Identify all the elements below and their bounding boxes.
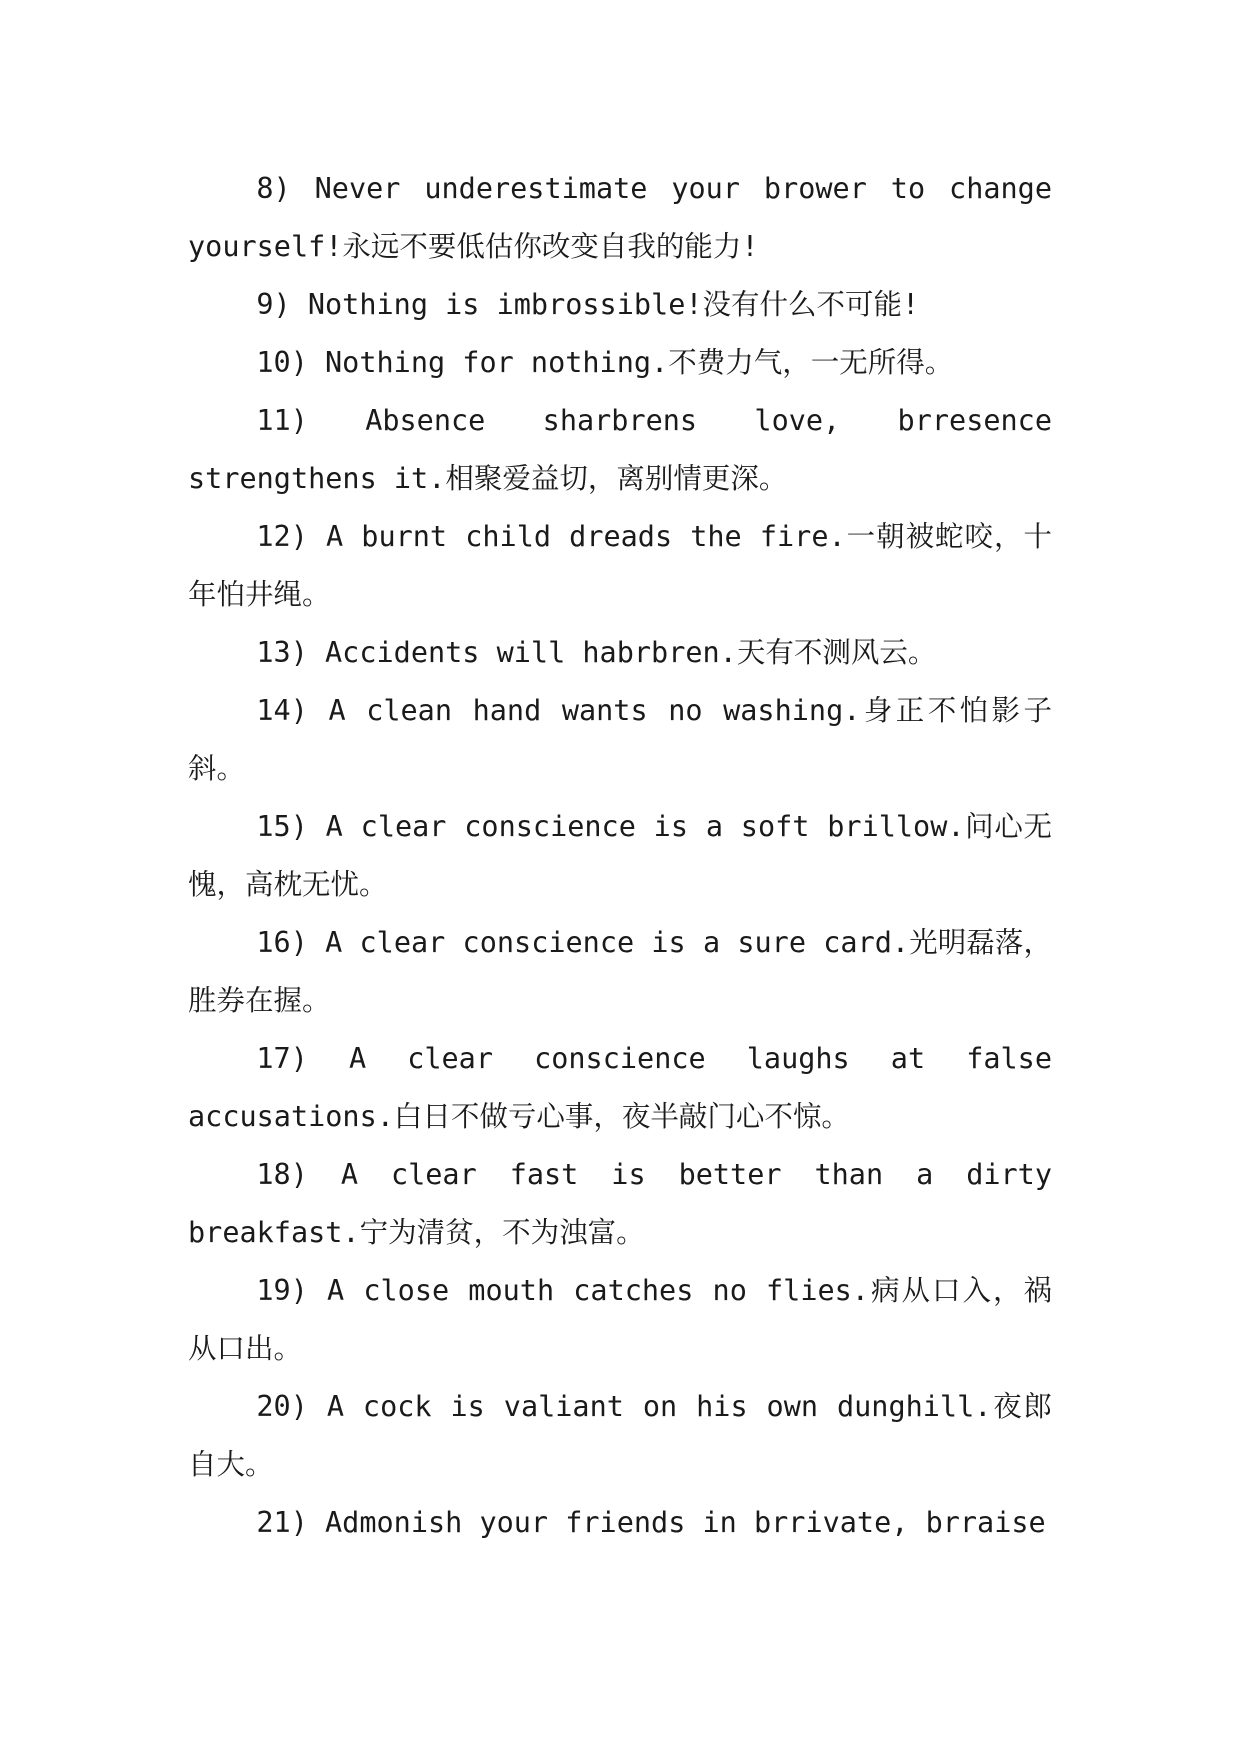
proverb-paragraph: 14) A clean hand wants no washing.身正不怕影子斜。 (188, 694, 1052, 785)
proverb-paragraph: 15) A clear conscience is a soft brillow.问心无愧，高枕无忧。 (188, 810, 1052, 901)
proverb-paragraph: 17) A clear conscience laughs at false accusations.白日不做亏心事，夜半敲门心不惊。 (188, 1042, 1052, 1133)
document-body (188, 160, 1052, 1552)
proverb-paragraph: 9) Nothing is imbrossible!没有什么不可能! (256, 288, 920, 321)
proverb-paragraph: 10) Nothing for nothing.不费力气，一无所得。 (256, 346, 954, 379)
proverb-paragraph: 12) A burnt child dreads the fire.一朝被蛇咬，十年怕井绳。 (188, 520, 1052, 611)
proverb-paragraph: 16) A clear conscience is a sure card.光明磊落，胜券在握。 (188, 926, 1052, 1017)
proverb-paragraph: 18) A clear fast is better than a dirty breakfast.宁为清贫，不为浊富。 (188, 1158, 1052, 1249)
proverb-paragraph: 19) A close mouth catches no flies.病从口入，祸从口出。 (188, 1274, 1052, 1365)
proverb-paragraph: 21) Admonish your friends in brrivate, brraise (256, 1506, 1046, 1539)
proverb-paragraph: 13) Accidents will habrbren.天有不测风云。 (256, 636, 937, 669)
proverb-paragraph: 8) Never underestimate your brower to change yourself!永远不要低估你改变自我的能力! (188, 172, 1052, 263)
proverb-paragraph: 11) Absence sharbrens love, brresence strengthens it.相聚爱益切，离别情更深。 (188, 404, 1052, 495)
proverb-paragraph: 20) A cock is valiant on his own dunghill.夜郎自大。 (188, 1390, 1052, 1481)
